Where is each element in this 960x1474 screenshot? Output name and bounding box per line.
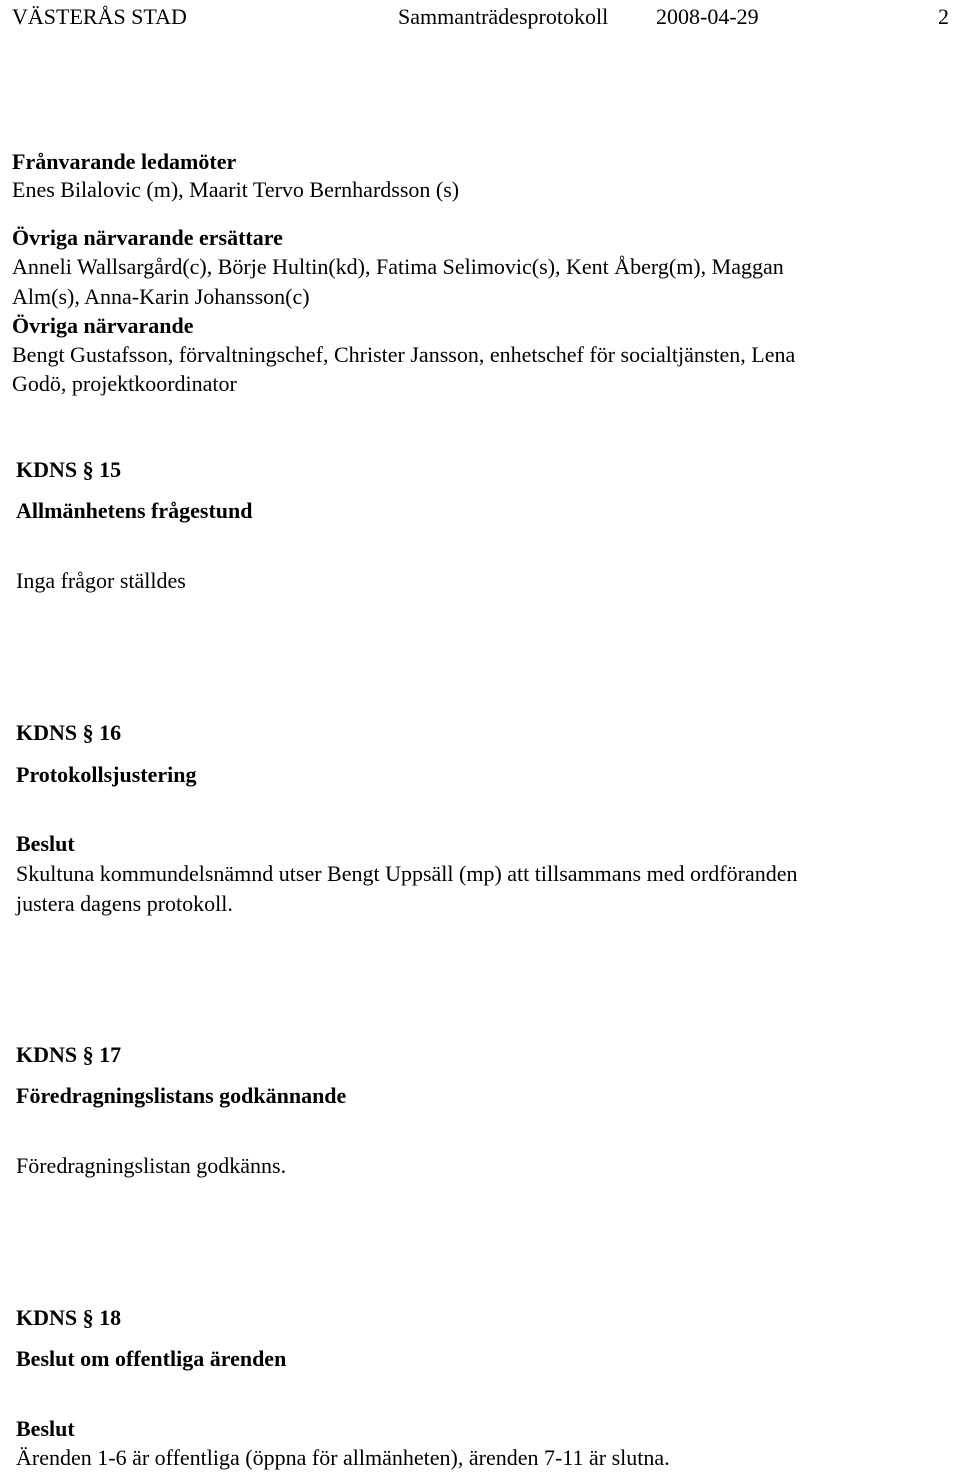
section-text: justera dagens protokoll. bbox=[16, 891, 233, 916]
section-number: KDNS § 15 bbox=[16, 457, 122, 482]
section-text: Ärenden 1-6 är offentliga (öppna för allmänheten), ärenden 7-11 är slutna. bbox=[16, 1445, 670, 1470]
header-organization: VÄSTERÅS STAD bbox=[12, 4, 187, 29]
other-substitutes-text-line1: Anneli Wallsargård(c), Börje Hultin(kd), Fatima Selimovic(s), Kent Åberg(m), Maggan bbox=[12, 254, 784, 279]
section-title: Beslut om offentliga ärenden bbox=[16, 1346, 287, 1371]
other-present-heading: Övriga närvarande bbox=[12, 313, 194, 338]
header-page-number: 2 bbox=[938, 4, 949, 29]
other-substitutes-text-line2: Alm(s), Anna-Karin Johansson(c) bbox=[12, 284, 310, 309]
decision-label: Beslut bbox=[16, 1416, 75, 1441]
header-document-type: Sammanträdesprotokoll bbox=[398, 4, 609, 29]
section-text: Inga frågor ställdes bbox=[16, 568, 186, 593]
other-present-text-line1: Bengt Gustafsson, förvaltningschef, Christer Jansson, enhetschef för socialtjänsten, Lena bbox=[12, 342, 796, 367]
absent-members-text: Enes Bilalovic (m), Maarit Tervo Bernhardsson (s) bbox=[12, 177, 460, 202]
absent-members-heading: Frånvarande ledamöter bbox=[12, 149, 237, 174]
section-text: Föredragningslistan godkänns. bbox=[16, 1153, 287, 1178]
section-title: Allmänhetens frågestund bbox=[16, 498, 253, 523]
section-number: KDNS § 17 bbox=[16, 1042, 122, 1067]
other-substitutes-heading: Övriga närvarande ersättare bbox=[12, 225, 283, 250]
decision-label: Beslut bbox=[16, 831, 75, 856]
section-title: Föredragningslistans godkännande bbox=[16, 1083, 347, 1108]
section-number: KDNS § 18 bbox=[16, 1305, 122, 1330]
section-title: Protokollsjustering bbox=[16, 762, 197, 787]
section-text: Skultuna kommundelsnämnd utser Bengt Uppsäll (mp) att tillsammans med ordföranden bbox=[16, 861, 798, 886]
section-number: KDNS § 16 bbox=[16, 720, 122, 745]
other-present-text-line2: Godö, projektkoordinator bbox=[12, 371, 237, 396]
header-date: 2008-04-29 bbox=[656, 4, 759, 29]
